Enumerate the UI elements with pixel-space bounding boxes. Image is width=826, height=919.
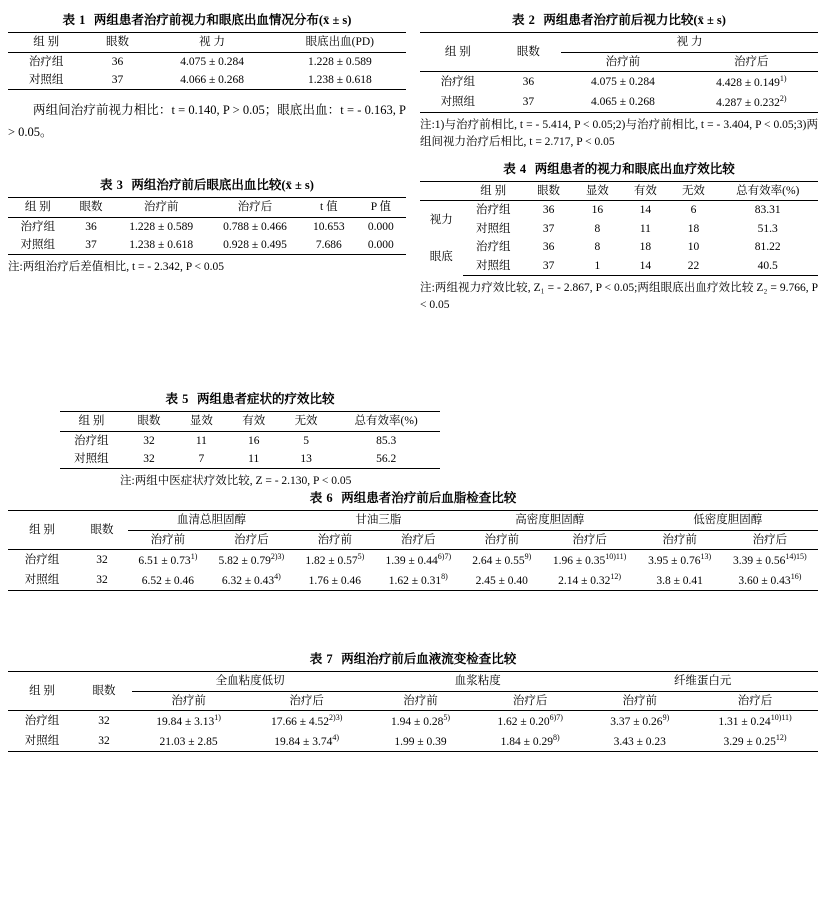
table2-r0c0: 治疗组 — [420, 72, 496, 93]
table4-g0r1c5: 51.3 — [757, 222, 778, 235]
table6-header-1: 眼数 — [76, 511, 128, 550]
table1-header-3: 眼底出血(PD) — [274, 33, 406, 52]
table4-g0r1c3: 11 — [639, 222, 651, 235]
table7-r1c4: 3.43 ± 0.23 — [587, 731, 692, 752]
table7-r1c5: $3.29 \pm 0.25^{12)}$ — [692, 731, 818, 752]
table3-r0c1: 36 — [68, 217, 115, 236]
table7-header-3: 血浆粘度 — [368, 672, 587, 691]
table4-g1r1c5: 40.5 — [717, 257, 818, 276]
table4-g1r0c4: 10 — [687, 241, 700, 254]
table3-r0c3: 0.788 ± 0.466 — [208, 217, 302, 236]
table6-subheader-2: 治疗前 — [295, 530, 375, 549]
table6-subheader-4: 治疗前 — [462, 530, 542, 549]
table7-r1c3: $1.84 \pm 0.29^{8)}$ — [473, 731, 588, 752]
table7-header-0: 组 别 — [8, 672, 76, 711]
table1-r0c2: 4.075 ± 0.284 — [151, 52, 274, 71]
table4-header-0 — [420, 182, 463, 201]
table3-r1c3: 0.928 ± 0.495 — [208, 236, 302, 255]
table3-header-0: 组 别 — [8, 198, 68, 217]
table5 — [60, 411, 440, 469]
table6-subheader-5: 治疗后 — [542, 530, 638, 549]
table1-paragraph: 两组间治疗前视力相比：t = 0.140, P > 0.05；眼底出血：t = - 0.163, P > 0.05。 — [8, 103, 406, 139]
table1-label: 表 1 — [62, 13, 86, 27]
table7-label: 表 7 — [309, 652, 334, 666]
table2-header-0: 组 别 — [420, 33, 496, 72]
table5-caption — [60, 391, 440, 407]
table7-subheader-0: 治疗前 — [132, 691, 245, 710]
table6-r0-n: 32 — [76, 550, 128, 571]
table4-header-1: 组 别 — [463, 182, 524, 201]
table4-g1r0c0: 治疗组 — [475, 241, 511, 254]
table6-r1c4: 2.45 ± 0.40 — [462, 570, 542, 591]
table5-r0c4: 5 — [280, 431, 332, 450]
table6-r0c0: $6.51 \pm 0.73^{1)}$ — [128, 550, 208, 571]
table1-r1c3: 1.238 ± 0.618 — [274, 71, 406, 90]
table4 — [420, 181, 818, 276]
table3-r0c4: 10.653 — [302, 217, 356, 236]
table7-r0c5: $1.31 \pm 0.24^{10)11)}$ — [692, 711, 818, 732]
table6-subheader-3: 治疗后 — [375, 530, 462, 549]
table6-r1-n: 32 — [76, 570, 128, 591]
table6-r0c4: $2.64 \pm 0.55^{9)}$ — [462, 550, 542, 571]
table-header-row — [60, 412, 440, 431]
table-row — [420, 220, 818, 238]
table3-header-3: 治疗后 — [208, 198, 302, 217]
table7-r1-n: 32 — [76, 731, 132, 752]
table6-header-3: 甘油三脂 — [295, 511, 462, 530]
table-subheader-row — [8, 530, 818, 549]
table-header-row — [420, 182, 818, 201]
table3-title: 两组治疗前后眼底出血比较(x̄ ± s) — [131, 177, 314, 192]
table4-g1r0c2: 8 — [594, 241, 601, 254]
table5-header-3: 有效 — [228, 412, 280, 431]
table-row — [8, 550, 818, 571]
table4-header-2: 眼数 — [524, 182, 573, 201]
table6-r0-group: 治疗组 — [8, 550, 76, 571]
table-row — [8, 52, 406, 71]
table6-r1c6: 3.8 ± 0.41 — [638, 570, 722, 591]
table4-header-6: 总有效率(%) — [717, 182, 818, 201]
table4-g0r1c4: 18 — [687, 222, 700, 235]
table-row — [420, 238, 818, 256]
table-row — [8, 236, 406, 255]
right-column — [420, 6, 818, 313]
table-header-row — [8, 511, 818, 530]
table7-caption — [8, 651, 818, 667]
table6-header-4: 高密度胆固醇 — [462, 511, 638, 530]
table-header-row — [8, 33, 406, 52]
table5-r1c1: 32 — [123, 450, 175, 469]
table5-r0c2: 11 — [175, 431, 227, 450]
table-row — [8, 217, 406, 236]
table7-r1-group: 对照组 — [8, 731, 76, 752]
table6-header-0: 组 别 — [8, 511, 76, 550]
table2-header-2: 视 力 — [561, 33, 818, 52]
table6-subheader-1: 治疗后 — [208, 530, 295, 549]
table5-title: 两组患者症状的疗效比较 — [196, 392, 335, 406]
table2 — [420, 32, 818, 113]
table1-r0c1: 36 — [84, 52, 150, 71]
table7-subheader-5: 治疗后 — [692, 691, 818, 710]
table-row — [8, 570, 818, 591]
table4-g1r1c0: 对照组 — [463, 257, 524, 276]
table3-r0c2: 1.228 ± 0.589 — [114, 217, 208, 236]
table-row — [420, 201, 818, 220]
table3-label: 表 3 — [100, 177, 124, 192]
table2-r1c2: 4.065 ± 0.268 — [561, 92, 684, 113]
table4-g0r0c2: 16 — [573, 201, 621, 220]
table6-subheader-6: 治疗前 — [638, 530, 722, 549]
table6-title: 两组患者治疗前后血脂检查比较 — [341, 491, 517, 505]
table-row — [420, 257, 818, 276]
table7-r0-n: 32 — [76, 711, 132, 732]
table3-r1c5: 0.000 — [356, 236, 406, 255]
table-row — [420, 92, 818, 113]
table6-r1c5: $2.14 \pm 0.32^{12)}$ — [542, 570, 638, 591]
table4-note: 注:两组视力疗效比较, Z₁ = - 2.867, P < 0.05;两组眼底出血疗效比较 Z₂ = 9.766, P < 0.05 — [420, 281, 818, 311]
table3-header-1: 眼数 — [68, 198, 115, 217]
table1-title: 两组患者治疗前视力和眼底出血情况分布(x̄ ± s) — [93, 13, 352, 27]
table2-label: 表 2 — [512, 13, 536, 27]
table6-header-5: 低密度胆固醇 — [638, 511, 818, 530]
table7-subheader-3: 治疗后 — [473, 691, 588, 710]
table6-r0c7: $3.39 \pm 0.56^{14)15)}$ — [722, 550, 818, 571]
table5-header-1: 眼数 — [123, 412, 175, 431]
table-row — [60, 431, 440, 450]
table7-subheader-4: 治疗前 — [587, 691, 692, 710]
table5-header-0: 组 别 — [60, 412, 123, 431]
table7-r0c0: $19.84 \pm 3.13^{1)}$ — [132, 711, 245, 732]
table1-r1c1: 37 — [84, 71, 150, 90]
table4-g0r0c3: 14 — [621, 201, 669, 220]
table5-header-2: 显效 — [175, 412, 227, 431]
table3-note: 注:两组治疗后差值相比, t = - 2.342, P < 0.05 — [8, 261, 225, 274]
table7-subheader-2: 治疗前 — [368, 691, 473, 710]
table-row — [8, 711, 818, 732]
table4-g1r1c4: 22 — [669, 257, 717, 276]
table7-r0c3: $1.62 \pm 0.20^{6)7)}$ — [473, 711, 588, 732]
table-header-row — [8, 198, 406, 217]
table5-r0c1: 32 — [123, 431, 175, 450]
table7-subheader-1: 治疗后 — [245, 691, 368, 710]
table4-g0r0c5: 83.31 — [717, 201, 818, 220]
table3-r1c0: 对照组 — [8, 236, 68, 255]
table3-r0c0: 治疗组 — [8, 217, 68, 236]
table2-caption — [420, 12, 818, 28]
table4-group-1-name: 眼底 — [429, 250, 453, 263]
table2-subheader-0: 治疗前 — [561, 52, 684, 71]
table5-r0c3: 16 — [228, 431, 280, 450]
table5-r0c5: 85.3 — [332, 431, 440, 450]
table6-r1c7: $3.60 \pm 0.43^{16)}$ — [722, 570, 818, 591]
table3-r1c4: 7.686 — [302, 236, 356, 255]
table3-r1c2: 1.238 ± 0.618 — [114, 236, 208, 255]
table6-subheader-7: 治疗后 — [722, 530, 818, 549]
table4-g0r0c4: 6 — [669, 201, 717, 220]
table1-r0c3: 1.228 ± 0.589 — [274, 52, 406, 71]
table-header-row — [8, 672, 818, 691]
table6-r1c1: $6.32 \pm 0.43^{4)}$ — [208, 570, 295, 591]
table5-r1c5: 56.2 — [332, 450, 440, 469]
table7-r1c2: 1.99 ± 0.39 — [368, 731, 473, 752]
table5-r1c0: 对照组 — [60, 450, 123, 469]
table2-r1c0: 对照组 — [420, 92, 496, 113]
table4-g0r0c0: 治疗组 — [463, 201, 524, 220]
table5-header-4: 无效 — [280, 412, 332, 431]
table5-header-5: 总有效率(%) — [332, 412, 440, 431]
table3-r1c1: 37 — [68, 236, 115, 255]
table6-caption — [8, 490, 818, 506]
table2-r0c1: 36 — [496, 72, 562, 93]
table-row — [420, 72, 818, 93]
table6-block — [8, 484, 818, 591]
table5-block — [60, 385, 440, 490]
table3-header-2: 治疗前 — [114, 198, 208, 217]
table2-note: 注:1)与治疗前相比, t = - 5.414, P < 0.05;2)与治疗前相比, t = - 3.404, P < 0.05;3)两组间视力治疗后相比, t = 2.717, P < 0.05 — [420, 119, 818, 149]
table7-block — [8, 645, 818, 752]
table7-header-1: 眼数 — [76, 672, 132, 711]
table5-r1c2: 7 — [175, 450, 227, 469]
table6-r0c2: $1.82 \pm 0.57^{5)}$ — [295, 550, 375, 571]
table7-header-2: 全血粘度低切 — [132, 672, 368, 691]
table4-group-0-name: 视力 — [420, 201, 463, 238]
table4-header-3: 显效 — [573, 182, 621, 201]
table6-r1c0: 6.52 ± 0.46 — [128, 570, 208, 591]
table4-caption — [420, 161, 818, 177]
table5-r1c4: 13 — [280, 450, 332, 469]
table7-r0c4: $3.37 \pm 0.26^{9)}$ — [587, 711, 692, 732]
table4-g0r0c1: 36 — [524, 201, 573, 220]
table7-r1c1: $19.84 \pm 3.74^{4)}$ — [245, 731, 368, 752]
table6-r1c2: 1.76 ± 0.46 — [295, 570, 375, 591]
table1-caption — [8, 12, 406, 28]
table6-r0c6: $3.95 \pm 0.76^{13)}$ — [638, 550, 722, 571]
table3-header-4: t 值 — [302, 198, 356, 217]
table6-r0c1: $5.82 \pm 0.79^{2)3)}$ — [208, 550, 295, 571]
table4-g0r1c0: 对照组 — [475, 222, 511, 235]
table2-header-1: 眼数 — [496, 33, 562, 72]
left-column — [8, 6, 406, 276]
table4-g1r1c1: 37 — [524, 257, 573, 276]
table1-r0c0: 治疗组 — [8, 52, 84, 71]
table2-r0c2: 4.075 ± 0.284 — [561, 72, 684, 93]
table5-label: 表 5 — [165, 392, 189, 406]
table4-label: 表 4 — [503, 161, 527, 176]
table7-r0c2: $1.94 \pm 0.28^{5)}$ — [368, 711, 473, 732]
table5-r0c0: 治疗组 — [60, 431, 123, 450]
table1-header-0: 组 别 — [8, 33, 84, 52]
table-row — [8, 71, 406, 90]
table2-subheader-1: 治疗后 — [685, 52, 818, 71]
table6 — [8, 510, 818, 591]
table6-header-2: 血清总胆固醇 — [128, 511, 295, 530]
table4-header-5: 无效 — [669, 182, 717, 201]
table4-g1r0c1: 36 — [542, 241, 555, 254]
table2-title: 两组患者治疗前后视力比较(x̄ ± s) — [543, 13, 726, 27]
table1-r1c2: 4.066 ± 0.268 — [151, 71, 274, 90]
table1 — [8, 32, 406, 90]
table2-r1c1: 37 — [496, 92, 562, 113]
table7-r0c1: $17.66 \pm 4.52^{2)3)}$ — [245, 711, 368, 732]
table4-header-4: 有效 — [621, 182, 669, 201]
table7-r1c0: 21.03 ± 2.85 — [132, 731, 245, 752]
table1-header-2: 视 力 — [151, 33, 274, 52]
table6-r1-group: 对照组 — [8, 570, 76, 591]
table6-subheader-0: 治疗前 — [128, 530, 208, 549]
table4-g1r1c2: 1 — [573, 257, 621, 276]
table4-g1r0c3: 18 — [639, 241, 652, 254]
table2-r1c3: $4.287 \pm 0.232^{2)}$ — [685, 92, 818, 113]
table3-r0c5: 0.000 — [356, 217, 406, 236]
table3-caption — [8, 177, 406, 193]
table4-g1r0c5: 81.22 — [754, 241, 781, 254]
table7-header-4: 纤维蛋白元 — [587, 672, 818, 691]
table6-r0c5: $1.96 \pm 0.35^{10)11)}$ — [542, 550, 638, 571]
table1-header-1: 眼数 — [84, 33, 150, 52]
table1-r1c0: 对照组 — [8, 71, 84, 90]
table4-g1r1c3: 14 — [621, 257, 669, 276]
table5-r1c3: 11 — [228, 450, 280, 469]
table6-r1c3: $1.62 \pm 0.31^{8)}$ — [375, 570, 462, 591]
table-header-row — [420, 33, 818, 52]
table3-header-5: P 值 — [356, 198, 406, 217]
table4-title: 两组患者的视力和眼底出血疗效比较 — [534, 161, 735, 176]
table4-g0r1c1: 37 — [542, 222, 555, 235]
table-row — [8, 731, 818, 752]
table7-title: 两组治疗前后血液流变检查比较 — [341, 652, 517, 666]
table6-label: 表 6 — [309, 491, 334, 505]
table5-note: 注:两组中医症状疗效比较, Z = - 2.130, P < 0.05 — [120, 475, 352, 488]
table6-r0c3: $1.39 \pm 0.44^{6)7)}$ — [375, 550, 462, 571]
table4-g0r1c2: 8 — [594, 222, 601, 235]
table2-r0c3: $4.428 \pm 0.149^{1)}$ — [685, 72, 818, 93]
table7-r0-group: 治疗组 — [8, 711, 76, 732]
table7 — [8, 671, 818, 752]
table3 — [8, 197, 406, 255]
table-row — [60, 450, 440, 469]
